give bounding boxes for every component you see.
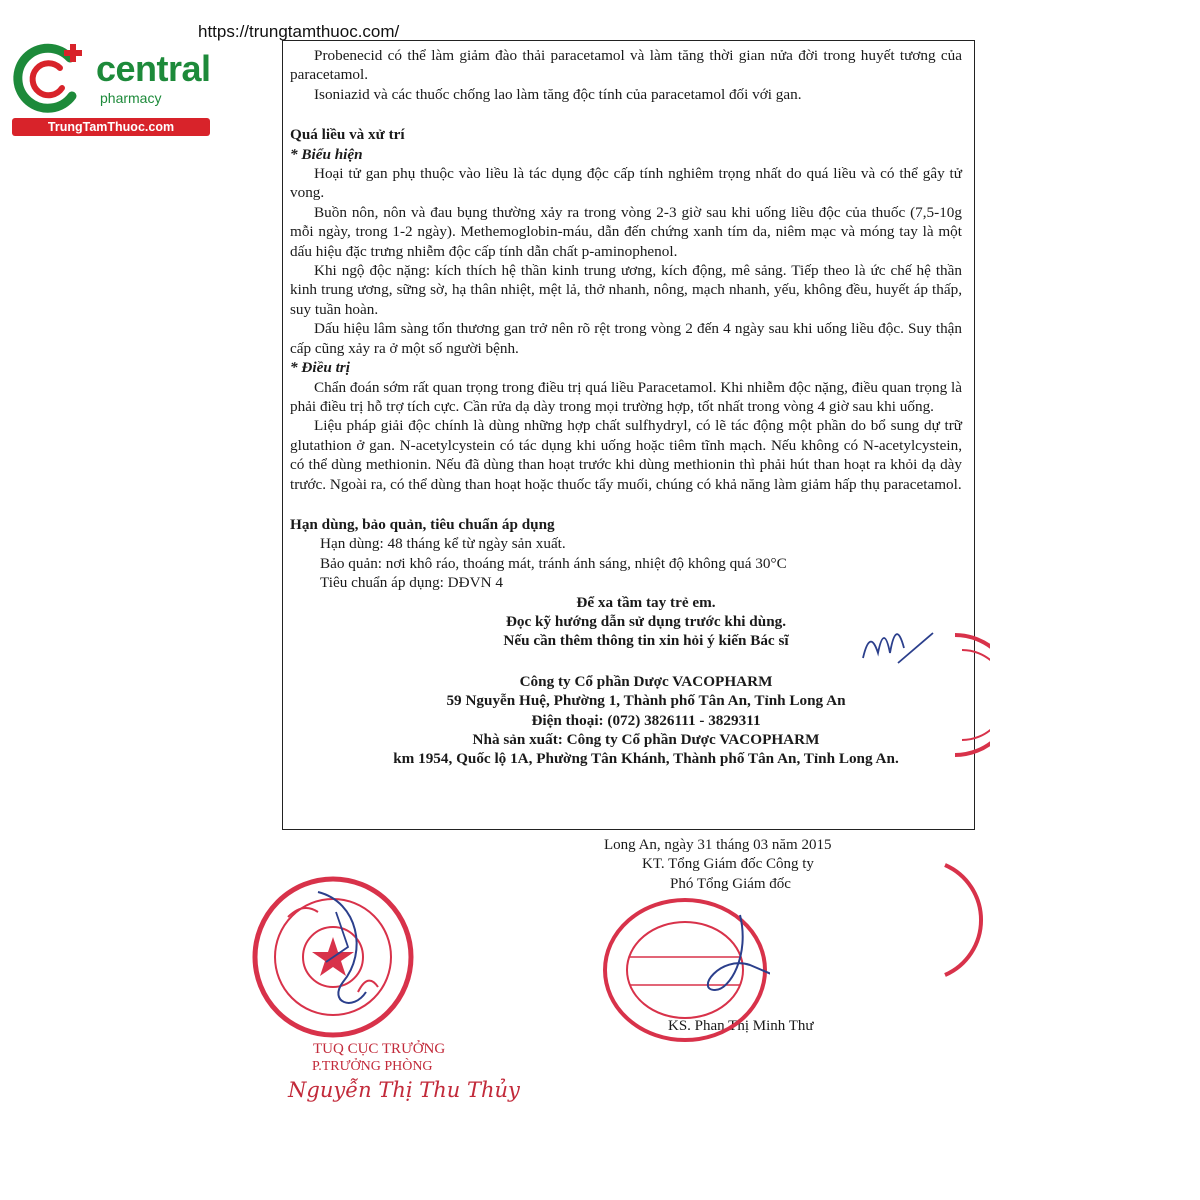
warning-line: Để xa tầm tay trẻ em.	[576, 593, 716, 611]
logo-mark-icon	[10, 38, 94, 118]
logo-url-bar: TrungTamThuoc.com	[12, 118, 210, 136]
paragraph: Dấu hiệu lâm sàng tổn thương gan trở nên rõ rệt trong vòng 2 đến 4 ngày sau khi uống liều độc. Suy thận cấp cũng xảy ra ở một số người bệnh.	[290, 320, 962, 357]
paragraph: Buồn nôn, nôn và đau bụng thường xảy ra trong vòng 2-3 giờ sau khi uống liều độc của thuốc (7,5-10g mỗi ngày, trong 1-2 ngày). Methemoglobin-máu, dẫn đến chứng xanh tím da, niêm mạc và móng tay là một dấu hiệu đặc trưng nhiễm độc cấp tính dẫn chất p-aminophenol.	[290, 203, 962, 260]
paragraph: Isoniazid và các thuốc chống lao làm tăng độc tính của paracetamol đối với gan.	[314, 85, 802, 103]
ministry-stamp-icon	[248, 872, 418, 1042]
company-line: Điện thoại: (072) 3826111 - 3829311	[531, 711, 761, 729]
signer-name: KS. Phan Thị Minh Thư	[668, 1018, 814, 1034]
paragraph: Khi ngộ độc nặng: kích thích hệ thần kinh trung ương, kích động, mê sảng. Tiếp theo là ức chế hệ thần kinh trung ương, sững sờ, hạ thân nhiệt, mệt lả, thở nhanh, nông, mạch nhanh, yếu, không đều, huyết áp thấp, suy tuần hoàn.	[290, 262, 962, 318]
subheading: * Điều trị	[290, 359, 350, 377]
brand-logo	[10, 38, 215, 138]
list-item: Hạn dùng: 48 tháng kể từ ngày sản xuất.	[320, 535, 566, 553]
authority-title: TUQ CỤC TRƯỞNG	[313, 1041, 446, 1057]
subheading: * Biểu hiện	[290, 145, 363, 163]
paragraph: Probenecid có thể làm giảm đào thải paracetamol và làm tăng thời gian nửa đời trong huyết tương của paracetamol.	[290, 47, 962, 84]
partial-stamp-icon	[950, 630, 990, 760]
company-line: km 1954, Quốc lộ 1A, Phường Tân Khánh, Thành phố Tân An, Tỉnh Long An.	[393, 750, 899, 768]
warning-line: Nếu cần thêm thông tin xin hỏi ý kiến Bác sĩ	[503, 632, 789, 650]
logo-name: central	[96, 48, 211, 89]
paragraph: Chẩn đoán sớm rất quan trọng trong điều trị quá liều Paracetamol. Khi nhiễm độc nặng, điều quan trọng là phải điều trị hỗ trợ tích cực. Cần rửa dạ dày trong mọi trường hợp, tốt nhất trong vòng 4 giờ sau khi uống.	[290, 378, 962, 415]
authority-title: P.TRƯỞNG PHÒNG	[312, 1059, 433, 1074]
warning-line: Đọc kỹ hướng dẫn sử dụng trước khi dùng.	[505, 612, 787, 630]
company-stamp-icon	[600, 895, 770, 1045]
sign-title: KT. Tổng Giám đốc Công ty	[642, 856, 814, 872]
sign-title: Phó Tổng Giám đốc	[670, 876, 791, 892]
logo-sub: pharmacy	[100, 90, 162, 106]
section-heading: Quá liều và xử trí	[290, 126, 405, 144]
list-item: Tiêu chuẩn áp dụng: DĐVN 4	[320, 574, 503, 592]
paragraph: Liệu pháp giải độc chính là dùng những hợp chất sulfhydryl, có lẽ tác động một phần do bổ sung dự trữ glutathion ở gan. N-acetylcystein có tác dụng khi uống hoặc tiêm tĩnh mạch. Nếu không có N-acetylcystein, có thể dùng methionin. Nếu đã dùng than hoạt trước khi dùng methionin thì phải hút than hoạt ra khỏi dạ dày trước. Ngoài ra, có thể dùng than hoạt hoặc thuốc tẩy muối, chúng có khả năng làm giảm hấp thụ paracetamol.	[290, 417, 962, 493]
partial-stamp-icon	[935, 860, 985, 980]
paragraph: Hoại tử gan phụ thuộc vào liều là tác dụng độc cấp tính nghiêm trọng nhất do quá liều và có thể gây tử vong.	[290, 165, 962, 202]
section-heading: Hạn dùng, bảo quản, tiêu chuẩn áp dụng	[290, 515, 555, 533]
sign-date: Long An, ngày 31 tháng 03 năm 2015	[604, 837, 832, 853]
company-line: Công ty Cổ phần Dược VACOPHARM	[519, 672, 773, 690]
authority-signature: Nguyễn Thị Thu Thủy	[288, 1078, 520, 1102]
initials-signature-icon	[858, 608, 938, 668]
source-url: https://trungtamthuoc.com/	[198, 22, 400, 41]
company-line: 59 Nguyễn Huệ, Phường 1, Thành phố Tân An, Tỉnh Long An	[446, 692, 846, 710]
list-item: Bảo quản: nơi khô ráo, thoáng mát, tránh ánh sáng, nhiệt độ không quá 30°C	[320, 554, 787, 572]
company-line: Nhà sản xuất: Công ty Cổ phần Dược VACOPHARM	[472, 731, 820, 748]
